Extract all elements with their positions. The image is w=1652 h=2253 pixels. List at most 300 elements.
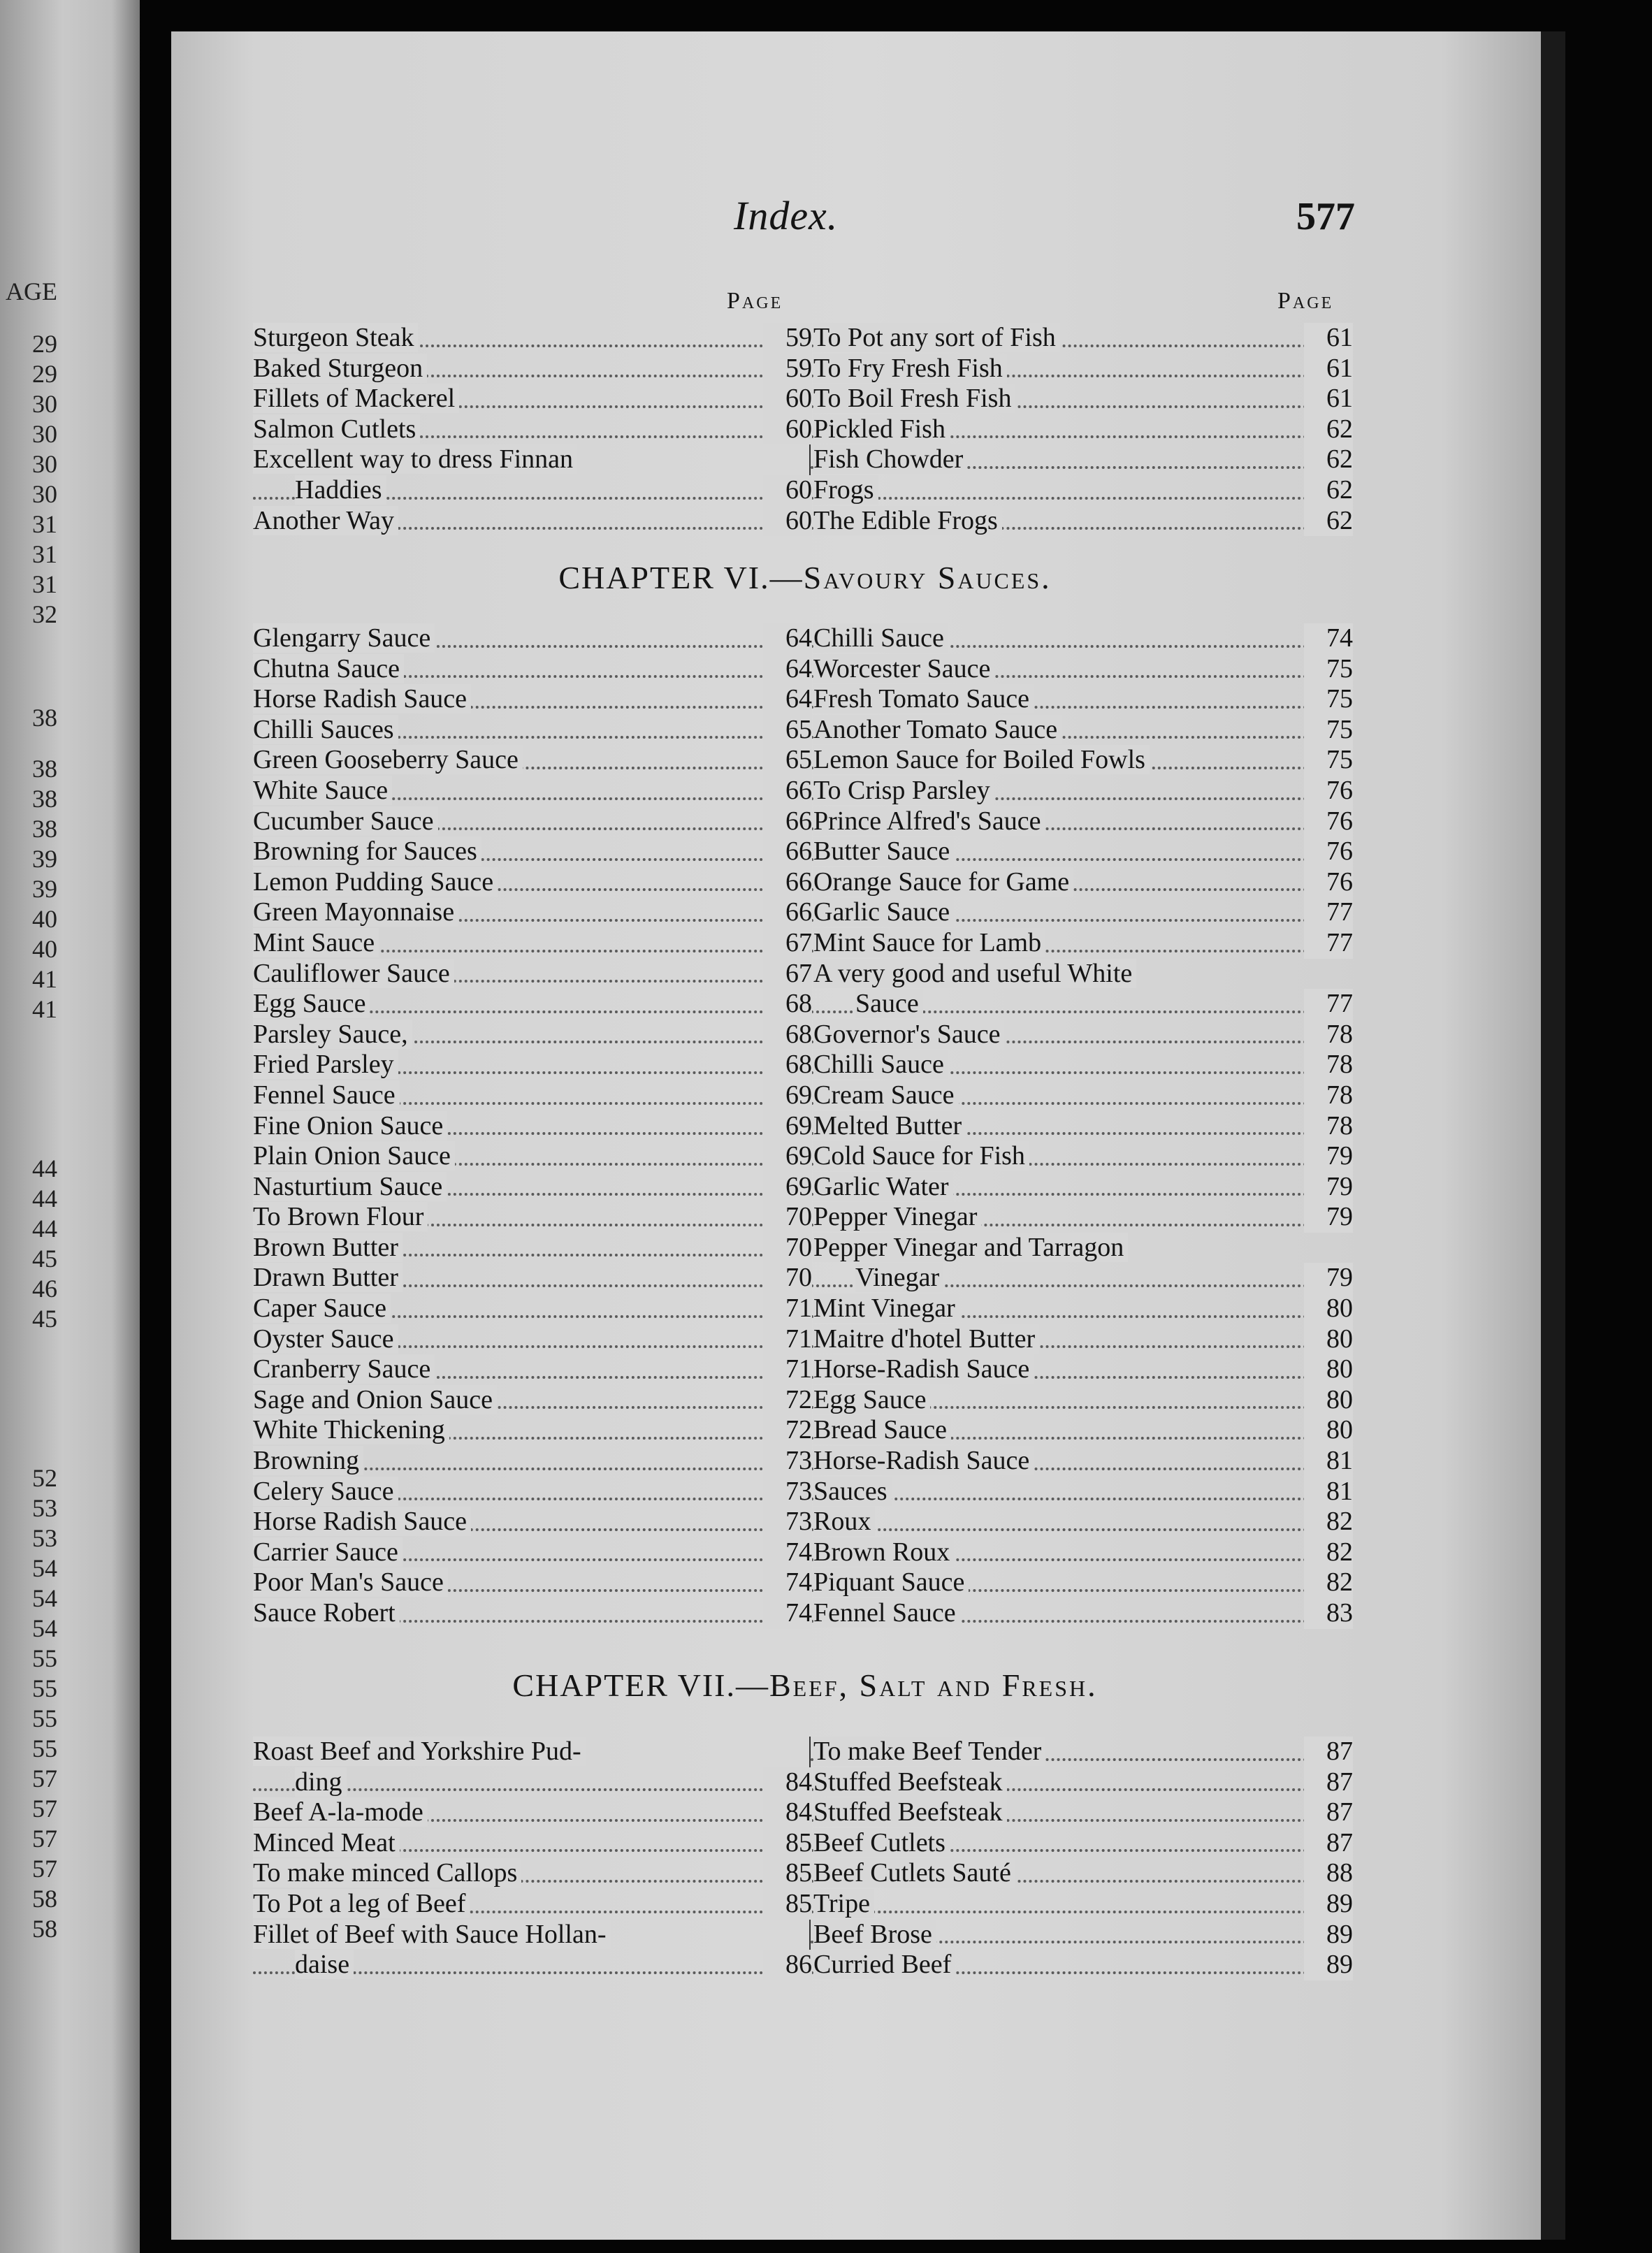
entry-title: To Pot a leg of Beef <box>253 1889 470 1918</box>
entry-title: Sage and Onion Sauce <box>253 1385 497 1414</box>
index-entry <box>811 444 1356 475</box>
adjacent-page-strip <box>0 0 140 2253</box>
entry-page: 66 <box>763 806 812 837</box>
index-entry <box>253 1172 812 1203</box>
entry-page: 81 <box>1304 1477 1353 1507</box>
entry-title: Stuffed Beefsteak <box>813 1797 1007 1827</box>
index-entry <box>253 475 812 506</box>
index-entry <box>811 867 1356 898</box>
entry-title: Beef Brose <box>813 1920 936 1949</box>
entry-title: Sturgeon Steak <box>253 323 418 352</box>
index-entry <box>811 1889 1356 1920</box>
entry-page: 78 <box>1304 1050 1353 1080</box>
entry-page: 74 <box>763 1537 812 1568</box>
index-entry <box>253 1020 812 1050</box>
entry-page: 69 <box>763 1141 812 1172</box>
index-entry <box>811 654 1356 685</box>
entry-page: 79 <box>1304 1263 1353 1294</box>
index-entry <box>811 1294 1356 1324</box>
adjacent-page-number: 55 <box>32 1674 57 1702</box>
entry-page: 82 <box>1304 1537 1353 1568</box>
entry-title: Horse-Radish Sauce <box>813 1354 1034 1384</box>
entry-title: Mint Vinegar <box>813 1294 959 1323</box>
entry-page: 76 <box>1304 836 1353 867</box>
index-entry <box>253 1233 812 1263</box>
entry-title: Beef Cutlets <box>813 1828 950 1857</box>
dot-leader <box>811 1911 1307 1913</box>
index-entry <box>811 684 1356 715</box>
index-entry <box>811 384 1356 414</box>
index-entry <box>811 1385 1356 1416</box>
entry-title: A very good and useful White <box>813 959 1136 988</box>
index-entry <box>253 989 812 1020</box>
entry-title: To Pot any sort of Fish <box>813 323 1060 352</box>
entry-page: 86 <box>763 1950 812 1980</box>
entry-page: 61 <box>1304 384 1353 414</box>
entry-title: Chilli Sauce <box>813 623 948 653</box>
entry-page: 68 <box>763 1020 812 1050</box>
entry-page: 74 <box>763 1598 812 1629</box>
entry-page: 79 <box>1304 1202 1353 1233</box>
index-entry <box>811 959 1356 990</box>
adjacent-page-number: 29 <box>32 360 57 388</box>
entry-title: Browning for Sauces <box>253 836 481 866</box>
entry-page: 80 <box>1304 1294 1353 1324</box>
entry-page: 85 <box>763 1858 812 1889</box>
entry-page: 66 <box>763 776 812 806</box>
entry-page: 84 <box>763 1797 812 1828</box>
entry-title: Another Way <box>253 506 398 535</box>
index-entry <box>253 1080 812 1111</box>
entry-page: 70 <box>763 1263 812 1294</box>
index-entry <box>253 1324 812 1355</box>
entry-title: Orange Sauce for Game <box>813 867 1073 897</box>
entry-title: Melted Butter <box>813 1111 966 1140</box>
entry-page: 66 <box>763 897 812 928</box>
index-column-left <box>253 323 812 536</box>
background-edge <box>1565 31 1652 2240</box>
running-title: Index. <box>734 193 839 238</box>
adjacent-page-number: 46 <box>32 1275 57 1303</box>
entry-title: Lemon Pudding Sauce <box>253 867 498 897</box>
adjacent-page-number: 55 <box>32 1644 57 1672</box>
entry-title: Governor's Sauce <box>813 1020 1004 1049</box>
entry-title: Lemon Sauce for Boiled Fowls <box>813 745 1150 774</box>
adjacent-page-number: 45 <box>32 1245 57 1273</box>
entry-title: Salmon Cutlets <box>253 414 420 444</box>
entry-title: Prince Alfred's Sauce <box>813 806 1045 836</box>
entry-title: Glengarry Sauce <box>253 623 435 653</box>
entry-title: Garlic Sauce <box>813 897 954 927</box>
index-entry <box>811 776 1356 806</box>
entry-page: 77 <box>1304 897 1353 928</box>
entry-title: Cream Sauce <box>813 1080 959 1110</box>
page-column-label-left: Page <box>727 288 783 314</box>
index-entry <box>253 1415 812 1446</box>
entry-page: 85 <box>763 1828 812 1859</box>
index-entry <box>253 1202 812 1233</box>
entry-page: 69 <box>763 1111 812 1142</box>
index-entry <box>811 1920 1356 1950</box>
entry-title: Curried Beef <box>813 1950 955 1979</box>
adjacent-page-number: 31 <box>32 510 57 538</box>
entry-page: 62 <box>1304 475 1353 506</box>
adjacent-page-number: 57 <box>32 1855 57 1883</box>
index-entry <box>811 1020 1356 1050</box>
entry-page: 77 <box>1304 989 1353 1020</box>
adjacent-page-number: 57 <box>32 1795 57 1823</box>
chapter-number: CHAPTER VI.— <box>558 560 804 595</box>
entry-page: 71 <box>763 1324 812 1355</box>
book-spine <box>1541 31 1565 2240</box>
adjacent-page-number: 55 <box>32 1704 57 1732</box>
index-entry <box>253 867 812 898</box>
entry-page: 59 <box>763 323 812 354</box>
entry-page: 60 <box>763 506 812 537</box>
index-entry <box>253 1537 812 1568</box>
entry-page: 77 <box>1304 928 1353 959</box>
entry-page: 75 <box>1304 715 1353 746</box>
entry-title: To make minced Callops <box>253 1858 521 1888</box>
entry-title: Bread Sauce <box>813 1415 951 1444</box>
entry-page: 61 <box>1304 323 1353 354</box>
index-entry <box>811 414 1356 445</box>
entry-title: Fennel Sauce <box>253 1080 400 1110</box>
index-entry <box>253 354 812 384</box>
adjacent-page-number: 58 <box>32 1885 57 1913</box>
index-entry <box>811 1111 1356 1142</box>
index-entry <box>811 1477 1356 1507</box>
entry-page: 68 <box>763 1050 812 1080</box>
index-entry <box>811 1537 1356 1568</box>
index-column-right <box>809 1737 1356 1980</box>
entry-title: Horse-Radish Sauce <box>813 1446 1034 1475</box>
adjacent-page-number: 44 <box>32 1215 57 1243</box>
index-entry <box>253 1828 812 1859</box>
page-number: 577 <box>1296 195 1355 238</box>
entry-page: 80 <box>1304 1324 1353 1355</box>
index-entry <box>811 1415 1356 1446</box>
index-entry <box>811 715 1356 746</box>
entry-title: Brown Butter <box>253 1233 403 1262</box>
entry-title: Cranberry Sauce <box>253 1354 435 1384</box>
entry-page: 74 <box>1304 623 1353 654</box>
entry-title: Fillet of Beef with Sauce Hollan- <box>253 1920 611 1949</box>
index-entry <box>811 989 1356 1020</box>
entry-page: 88 <box>1304 1858 1353 1889</box>
entry-title: To Fry Fresh Fish <box>813 354 1007 383</box>
index-entry <box>811 897 1356 928</box>
index-entry <box>811 1172 1356 1203</box>
index-entry <box>253 1567 812 1598</box>
entry-title: Butter Sauce <box>813 836 954 866</box>
entry-page: 76 <box>1304 776 1353 806</box>
entry-page: 67 <box>763 928 812 959</box>
entry-page: 65 <box>763 715 812 746</box>
entry-title: Chilli Sauce <box>813 1050 948 1079</box>
entry-page: 68 <box>763 989 812 1020</box>
index-entry <box>811 1828 1356 1859</box>
entry-page: 59 <box>763 354 812 384</box>
index-entry <box>811 1263 1356 1294</box>
entry-page: 62 <box>1304 506 1353 537</box>
adjacent-page-number: 54 <box>32 1554 57 1582</box>
entry-title: Fried Parsley <box>253 1050 398 1079</box>
chapter-heading <box>253 1667 1357 1704</box>
entry-title: Parsley Sauce, <box>253 1020 412 1049</box>
entry-page: 70 <box>763 1202 812 1233</box>
index-entry <box>253 1737 812 1767</box>
chapter-number: CHAPTER VII.— <box>512 1667 769 1703</box>
page-column-label-right: Page <box>1277 288 1334 314</box>
entry-title: Beef A-la-mode <box>253 1797 428 1827</box>
index-entry <box>811 1202 1356 1233</box>
chapter-title: Savoury Sauces. <box>803 560 1052 595</box>
entry-page: 69 <box>763 1080 812 1111</box>
entry-page: 87 <box>1304 1828 1353 1859</box>
entry-title: Carrier Sauce <box>253 1537 403 1567</box>
entry-title: Beef Cutlets Sauté <box>813 1858 1015 1888</box>
entry-page: 79 <box>1304 1172 1353 1203</box>
entry-page: 76 <box>1304 867 1353 898</box>
index-entry <box>253 1385 812 1416</box>
entry-page: 89 <box>1304 1889 1353 1920</box>
adjacent-page-number: 31 <box>32 570 57 598</box>
chapter-title: Beef, Salt and Fresh. <box>769 1667 1098 1703</box>
adjacent-page-number: 38 <box>32 815 57 843</box>
index-entry <box>811 1858 1356 1889</box>
entry-title: daise <box>295 1950 354 1979</box>
entry-title: Fine Onion Sauce <box>253 1111 447 1140</box>
index-entry <box>811 323 1356 354</box>
adjacent-page-number: 53 <box>32 1494 57 1522</box>
entry-title: Minced Meat <box>253 1828 400 1857</box>
index-entry <box>811 1737 1356 1767</box>
entry-page: 76 <box>1304 806 1353 837</box>
index-entry <box>811 745 1356 776</box>
dot-leader <box>811 1528 1307 1531</box>
entry-page: 66 <box>763 836 812 867</box>
entry-title: Nasturtium Sauce <box>253 1172 447 1201</box>
adjacent-page-number: 57 <box>32 1825 57 1853</box>
entry-title: Another Tomato Sauce <box>813 715 1062 744</box>
entry-page: 75 <box>1304 654 1353 685</box>
adjacent-page-number: 39 <box>32 875 57 903</box>
index-entry <box>253 1598 812 1629</box>
entry-page: 79 <box>1304 1141 1353 1172</box>
entry-title: Vinegar <box>855 1263 943 1292</box>
index-entry <box>811 1767 1356 1798</box>
adjacent-page-number: 38 <box>32 704 57 732</box>
entry-title: Celery Sauce <box>253 1477 398 1506</box>
entry-title: Cold Sauce for Fish <box>813 1141 1029 1171</box>
adjacent-page-number: 29 <box>32 330 57 358</box>
index-entry <box>253 1767 812 1798</box>
entry-page: 71 <box>763 1354 812 1385</box>
index-entry <box>811 1797 1356 1828</box>
entry-title: Brown Roux <box>813 1537 954 1567</box>
adjacent-page-number: 30 <box>32 450 57 478</box>
entry-title: Excellent way to dress Finnan <box>253 444 577 474</box>
index-entry <box>253 1858 812 1889</box>
entry-page: 67 <box>763 959 812 990</box>
index-entry <box>811 1324 1356 1355</box>
entry-page: 82 <box>1304 1567 1353 1598</box>
entry-title: Maitre d'hotel Butter <box>813 1324 1039 1354</box>
entry-page: 84 <box>763 1767 812 1798</box>
entry-page: 72 <box>763 1385 812 1416</box>
index-entry <box>253 444 812 475</box>
index-entry <box>811 1567 1356 1598</box>
entry-title: Oyster Sauce <box>253 1324 398 1354</box>
index-entry <box>253 1263 812 1294</box>
entry-page: 70 <box>763 1233 812 1263</box>
adjacent-page-number: 53 <box>32 1524 57 1552</box>
index-entry <box>253 1477 812 1507</box>
entry-page: 78 <box>1304 1080 1353 1111</box>
entry-title: Fillets of Mackerel <box>253 384 459 413</box>
entry-page: 66 <box>763 867 812 898</box>
index-entry <box>253 1797 812 1828</box>
entry-title: Cauliflower Sauce <box>253 959 454 988</box>
index-entry <box>253 684 812 715</box>
index-entry <box>811 1507 1356 1537</box>
index-entry <box>253 745 812 776</box>
entry-page: 64 <box>763 654 812 685</box>
index-entry <box>253 897 812 928</box>
entry-page: 60 <box>763 384 812 414</box>
entry-title: To make Beef Tender <box>813 1737 1045 1766</box>
entry-page: 64 <box>763 623 812 654</box>
entry-page: 75 <box>1304 745 1353 776</box>
entry-title: Egg Sauce <box>253 989 370 1018</box>
adjacent-page-number: 31 <box>32 540 57 568</box>
entry-page: 61 <box>1304 354 1353 384</box>
entry-title: White Sauce <box>253 776 392 805</box>
adjacent-page-number: 44 <box>32 1154 57 1182</box>
adjacent-page-number: 40 <box>32 905 57 933</box>
index-entry <box>253 1294 812 1324</box>
entry-title: To Boil Fresh Fish <box>813 384 1015 413</box>
entry-title: Cucumber Sauce <box>253 806 438 836</box>
index-entry <box>811 1446 1356 1477</box>
index-entry <box>811 1141 1356 1172</box>
entry-title: Horse Radish Sauce <box>253 1507 471 1536</box>
index-entry <box>811 506 1356 537</box>
dot-leader <box>811 497 1307 500</box>
entry-page: 75 <box>1304 684 1353 715</box>
adjacent-page-number: 54 <box>32 1584 57 1612</box>
adjacent-page-number: 58 <box>32 1915 57 1943</box>
entry-page: 87 <box>1304 1767 1353 1798</box>
index-entry <box>253 836 812 867</box>
index-entry <box>811 1233 1356 1263</box>
index-entry <box>253 959 812 990</box>
entry-page: 73 <box>763 1446 812 1477</box>
entry-title: Chilli Sauces <box>253 715 398 744</box>
entry-title: To Brown Flour <box>253 1202 428 1231</box>
entry-title: Stuffed Beefsteak <box>813 1767 1007 1797</box>
entry-page: 73 <box>763 1477 812 1507</box>
adjacent-page-number: 55 <box>32 1734 57 1762</box>
adjacent-page-number: 52 <box>32 1464 57 1492</box>
index-column-right <box>809 623 1356 1629</box>
index-column-left <box>253 1737 812 1980</box>
entry-title: Plain Onion Sauce <box>253 1141 455 1171</box>
entry-page: 71 <box>763 1294 812 1324</box>
entry-title: Fresh Tomato Sauce <box>813 684 1034 713</box>
entry-page: 80 <box>1304 1415 1353 1446</box>
entry-page: 60 <box>763 475 812 506</box>
index-entry <box>811 1598 1356 1629</box>
entry-title: Roux <box>813 1507 875 1536</box>
index-entry <box>811 928 1356 959</box>
index-entry <box>811 475 1356 506</box>
entry-page: 80 <box>1304 1354 1353 1385</box>
entry-title: Roast Beef and Yorkshire Pud- <box>253 1737 586 1766</box>
entry-page: 82 <box>1304 1507 1353 1537</box>
entry-title: Fish Chowder <box>813 444 967 474</box>
entry-title: Sauces <box>813 1477 892 1506</box>
index-entry <box>253 384 812 414</box>
entry-title: Haddies <box>295 475 386 505</box>
index-entry <box>253 323 812 354</box>
index-entry <box>253 623 812 654</box>
entry-title: Browning <box>253 1446 363 1475</box>
index-entry <box>253 1950 812 1980</box>
adjacent-page-number: 54 <box>32 1614 57 1642</box>
entry-page: 62 <box>1304 414 1353 445</box>
entry-title: Garlic Water <box>813 1172 953 1201</box>
chapter-heading <box>253 559 1357 596</box>
entry-title: Baked Sturgeon <box>253 354 427 383</box>
adjacent-page-number: 30 <box>32 480 57 508</box>
entry-page: 85 <box>763 1889 812 1920</box>
entry-page: 69 <box>763 1172 812 1203</box>
entry-page: 87 <box>1304 1737 1353 1767</box>
entry-title: To Crisp Parsley <box>813 776 994 805</box>
index-entry <box>253 414 812 445</box>
entry-title: Horse Radish Sauce <box>253 684 471 713</box>
entry-title: Pickled Fish <box>813 414 950 444</box>
entry-title: Pepper Vinegar <box>813 1202 981 1231</box>
index-entry <box>253 1446 812 1477</box>
index-entry <box>253 1111 812 1142</box>
entry-page: 80 <box>1304 1385 1353 1416</box>
index-entry <box>811 354 1356 384</box>
index-entry <box>811 836 1356 867</box>
entry-page: 65 <box>763 745 812 776</box>
entry-page: 87 <box>1304 1797 1353 1828</box>
adjacent-page-number: 41 <box>32 965 57 993</box>
index-entry <box>811 1354 1356 1385</box>
entry-title: Green Mayonnaise <box>253 897 458 927</box>
index-entry <box>811 1050 1356 1080</box>
index-column-right <box>809 323 1356 536</box>
entry-title: Frogs <box>813 475 878 505</box>
entry-title: Worcester Sauce <box>813 654 994 683</box>
adjacent-page-number: AGE <box>6 277 57 305</box>
adjacent-page-number: 41 <box>32 995 57 1023</box>
index-entry <box>253 1141 812 1172</box>
index-entry <box>811 623 1356 654</box>
entry-title: Green Gooseberry Sauce <box>253 745 523 774</box>
entry-page: 60 <box>763 414 812 445</box>
adjacent-page-number: 45 <box>32 1305 57 1333</box>
adjacent-page-number: 30 <box>32 420 57 448</box>
index-entry <box>253 928 812 959</box>
entry-title: The Edible Frogs <box>813 506 1002 535</box>
